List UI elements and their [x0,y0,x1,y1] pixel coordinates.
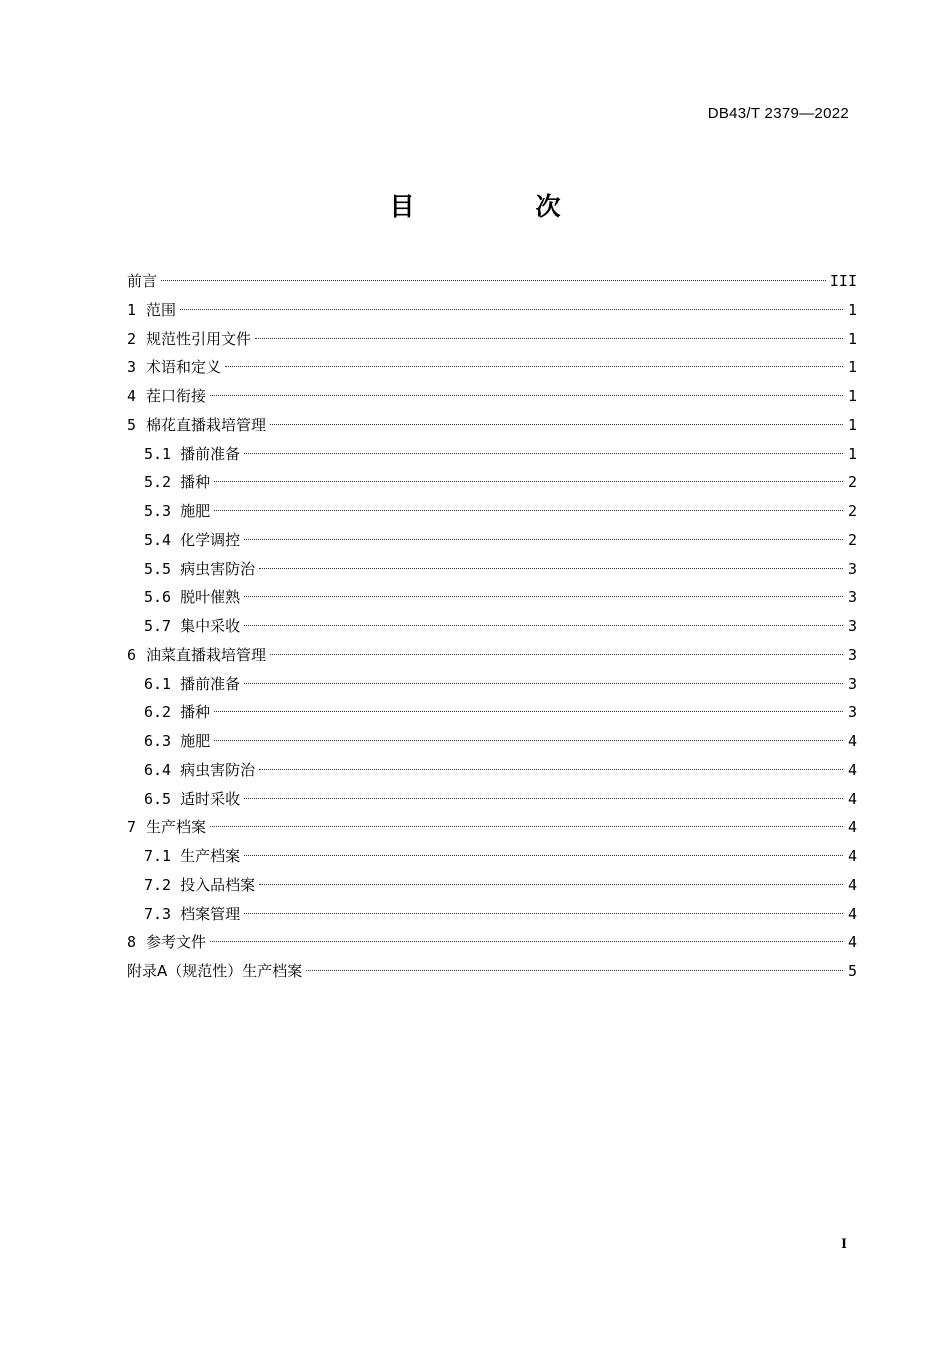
toc-entry-number: 4 [127,387,137,405]
toc-entry-page: 5 [847,962,857,980]
toc-entry-label: 播种 [180,473,211,492]
toc-leader-dots [244,625,843,626]
toc-entry-label: 范围 [146,300,177,319]
toc-leader-dots [180,309,843,310]
toc-entry-page: III [829,272,857,290]
toc-entry-label: 病虫害防治 [180,760,256,779]
toc-leader-dots [244,453,843,454]
toc-entry-label: 施肥 [180,732,211,750]
toc-leader-dots [210,826,843,827]
toc-entry[interactable] [127,526,857,555]
toc-entry[interactable] [127,670,857,699]
toc-entry[interactable] [127,440,857,469]
toc-leader-dots [244,683,843,684]
toc-entry-number: 6 [127,645,137,664]
toc-entry-page: 1 [847,300,857,319]
toc-entry-label: 规范性引用文件 [146,329,252,348]
table-of-contents [127,267,857,986]
toc-entry[interactable] [127,411,857,440]
toc-entry-label: 生产档案 [180,847,241,865]
toc-leader-dots [214,740,843,741]
toc-entry-page: 4 [847,847,857,865]
toc-entry-label: 脱叶催熟 [180,588,241,607]
toc-entry-page: 4 [847,732,857,750]
toc-entry-page: 4 [847,875,857,894]
toc-entry-number: 6.5 [144,789,172,808]
toc-leader-dots [306,970,843,971]
toc-entry-number: 7.2 [144,875,172,894]
toc-entry-page: 4 [847,933,857,952]
toc-entry-page: 4 [847,760,857,779]
toc-leader-dots [214,510,843,511]
toc-entry[interactable] [127,555,857,584]
toc-entry-page: 1 [847,387,857,405]
toc-leader-dots [210,941,843,942]
toc-entry-label: 油菜直播栽培管理 [146,645,267,664]
toc-entry[interactable] [127,267,857,296]
toc-entry[interactable] [127,813,857,842]
toc-entry[interactable] [127,957,857,986]
toc-entry-label: 档案管理 [180,904,241,923]
toc-entry-page: 3 [847,674,857,693]
toc-entry-page: 4 [847,789,857,808]
toc-entry-page: 3 [847,559,857,578]
toc-leader-dots [214,711,843,712]
toc-entry-page: 1 [847,329,857,348]
toc-entry-number: 2 [127,329,137,348]
toc-entry[interactable] [127,353,857,382]
toc-entry-label: 施肥 [180,502,211,520]
toc-leader-dots [244,855,843,856]
toc-entry-page: 1 [847,444,857,463]
toc-entry-page: 3 [847,617,857,635]
toc-entry[interactable] [127,325,857,354]
page-title: 目 次 [389,192,609,221]
toc-entry[interactable] [127,785,857,814]
toc-leader-dots [225,366,843,367]
toc-entry[interactable] [127,583,857,612]
toc-entry[interactable] [127,928,857,957]
toc-entry-label: 生产档案 [146,818,207,837]
toc-entry-number: 6.1 [144,674,172,693]
toc-leader-dots [259,884,843,885]
toc-entry-label: 播种 [180,703,211,722]
toc-entry-number: 7 [127,818,137,837]
toc-entry-page: 2 [847,473,857,492]
toc-entry-number: 5 [127,415,137,434]
toc-entry-number: 5.7 [144,617,172,635]
toc-entry[interactable] [127,612,857,641]
toc-entry-page: 2 [847,502,857,520]
toc-entry-number: 5.4 [144,530,172,549]
toc-entry-label: 集中采收 [180,617,241,635]
toc-entry-number: 7.1 [144,847,172,865]
toc-entry-page: 2 [847,530,857,549]
toc-entry[interactable] [127,468,857,497]
toc-entry-page: 3 [847,645,857,664]
toc-entry-page: 1 [847,358,857,377]
toc-entry-label: 棉花直播栽培管理 [146,415,267,434]
toc-entry-label: 茬口衔接 [146,387,207,405]
toc-entry-number: 3 [127,358,137,377]
toc-leader-dots [210,395,843,396]
toc-entry[interactable] [127,382,857,411]
toc-entry[interactable] [127,698,857,727]
toc-leader-dots [270,424,843,425]
toc-entry[interactable] [127,727,857,756]
toc-entry-label: 附录A（规范性）生产档案 [127,962,303,980]
toc-entry-page: 4 [847,904,857,923]
toc-entry-number: 7.3 [144,904,172,923]
toc-entry-label: 术语和定义 [146,358,222,377]
toc-entry-number: 5.5 [144,559,172,578]
toc-entry[interactable] [127,900,857,929]
toc-entry-number: 5.1 [144,444,172,463]
toc-entry[interactable] [127,296,857,325]
toc-entry-label: 病虫害防治 [180,559,256,578]
toc-entry[interactable] [127,497,857,526]
toc-entry[interactable] [127,641,857,670]
toc-entry-label: 前言 [127,272,158,290]
toc-entry-number: 6.4 [144,760,172,779]
toc-leader-dots [244,596,843,597]
toc-entry-number: 5.3 [144,502,172,520]
toc-leader-dots [259,568,843,569]
toc-entry-number: 6.3 [144,732,172,750]
toc-entry[interactable] [127,842,857,871]
toc-leader-dots [161,280,826,281]
toc-entry-number: 8 [127,933,137,952]
toc-entry[interactable] [127,871,857,900]
toc-entry-number: 1 [127,300,137,319]
toc-entry-label: 播前准备 [180,674,241,693]
toc-leader-dots [255,338,843,339]
toc-entry-label: 化学调控 [180,530,241,549]
toc-entry-number: 5.2 [144,473,172,492]
toc-leader-dots [259,769,843,770]
toc-leader-dots [244,539,843,540]
toc-entry-page: 1 [847,415,857,434]
toc-entry-number: 6.2 [144,703,172,722]
toc-entry-label: 适时采收 [180,789,241,808]
page-number: I [841,1236,847,1252]
toc-leader-dots [244,913,843,914]
toc-leader-dots [244,798,843,799]
document-code: DB43/T 2379—2022 [707,105,849,122]
toc-entry-label: 参考文件 [146,933,207,952]
toc-entry-page: 4 [847,818,857,837]
toc-entry-page: 3 [847,588,857,607]
toc-leader-dots [214,481,843,482]
toc-leader-dots [270,654,843,655]
toc-entry[interactable] [127,756,857,785]
toc-entry-label: 投入品档案 [180,875,256,894]
toc-entry-label: 播前准备 [180,444,241,463]
toc-entry-number: 5.6 [144,588,172,607]
toc-entry-page: 3 [847,703,857,722]
